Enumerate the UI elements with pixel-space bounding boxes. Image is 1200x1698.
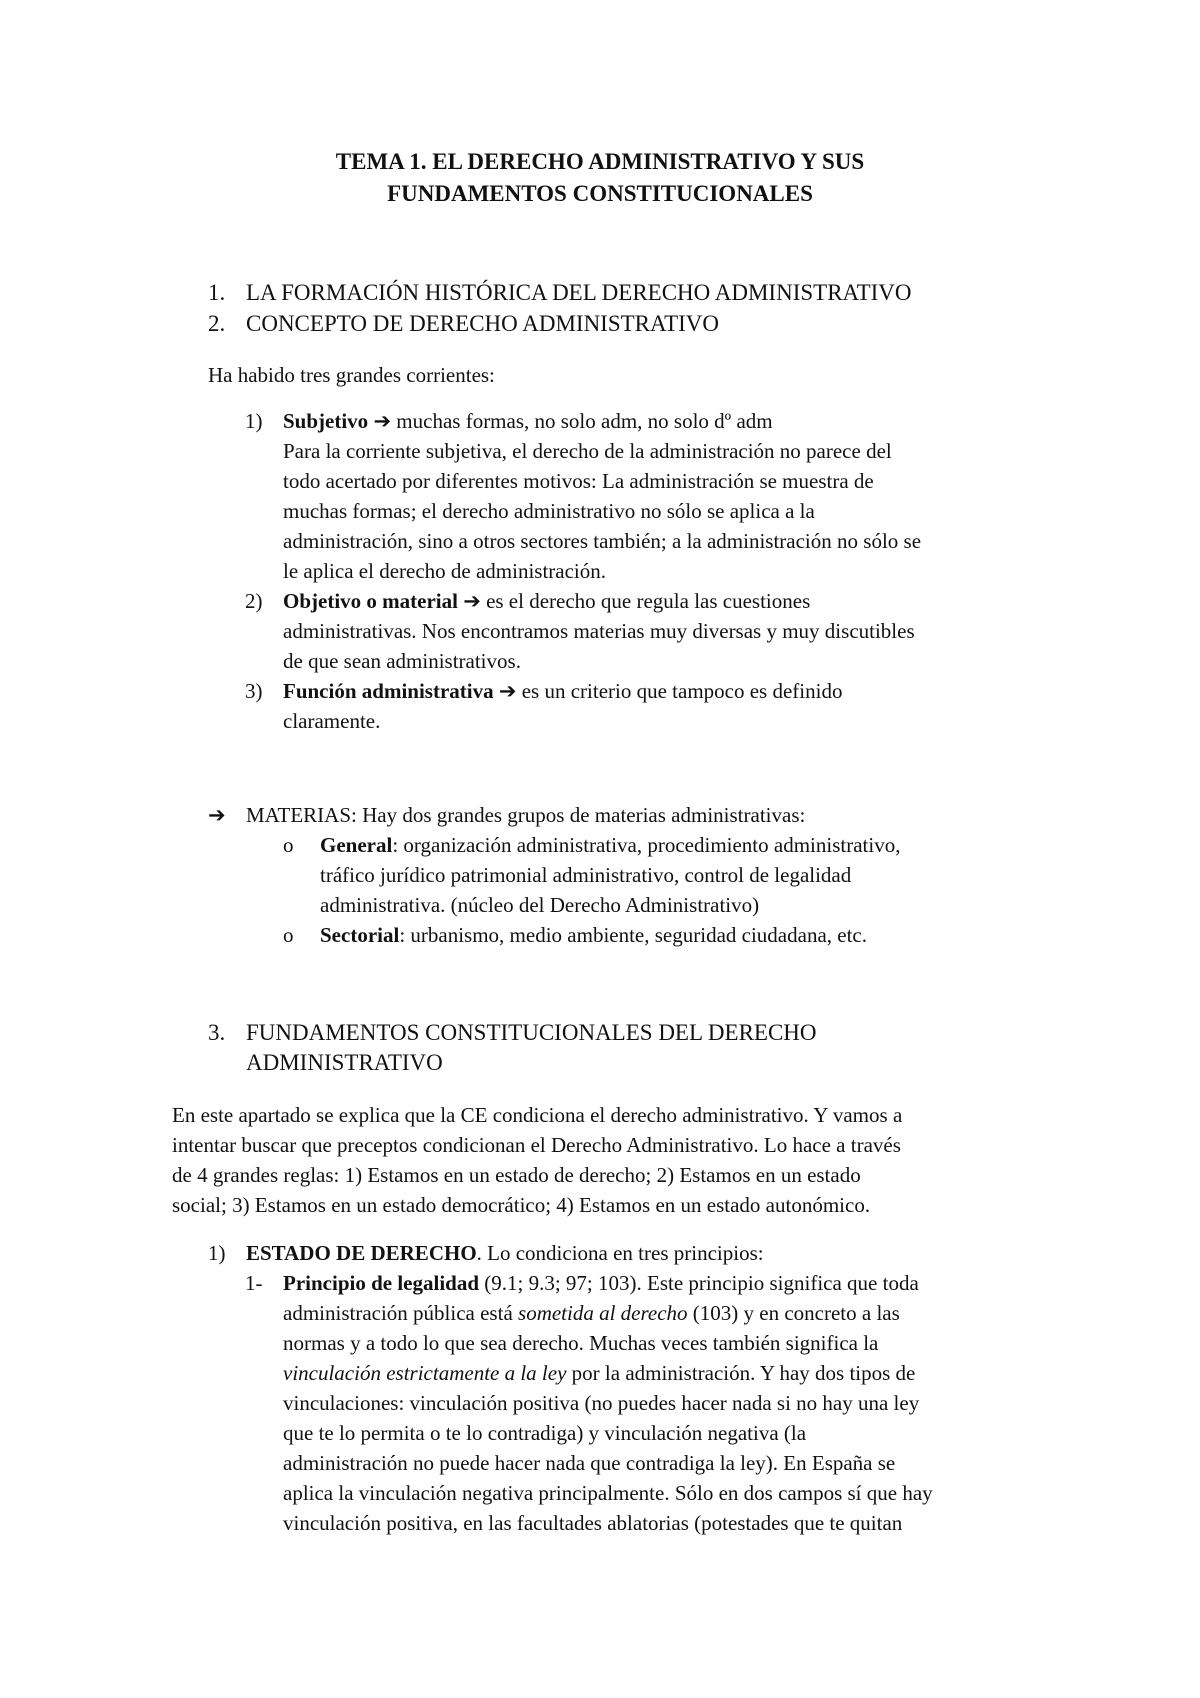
item-line: de que sean administrativos. <box>283 649 521 673</box>
materia-sectorial <box>320 920 1020 950</box>
section-1-number: 1. <box>208 280 226 305</box>
item-line: aplica la vinculación negativa principalmente. Sólo en dos campos sí que hay <box>283 1481 933 1505</box>
item-text: por la administración. Y hay dos tipos de <box>566 1361 916 1385</box>
list-number: 1) <box>208 1241 226 1265</box>
item-text: (103) y en concreto a las <box>687 1301 900 1325</box>
item-line: administrativa. (núcleo del Derecho Administrativo) <box>320 893 760 917</box>
title-line-1: TEMA 1. EL DERECHO ADMINISTRATIVO Y SUS <box>335 149 865 174</box>
intro-text: Ha habido tres grandes corrientes: <box>208 363 495 387</box>
term: Sectorial <box>320 923 400 947</box>
bullet-icon: o <box>283 833 294 857</box>
section-3-paragraph <box>172 1100 1072 1220</box>
item-line: vinculaciones: vinculación positiva (no puedes hacer nada si no hay una ley <box>283 1391 920 1415</box>
paragraph-line: de 4 grandes reglas: 1) Estamos en un estado de derecho; 2) Estamos en un estado <box>172 1163 861 1187</box>
item-text: es un criterio que tampoco es definido <box>516 679 843 703</box>
section-1-heading: LA FORMACIÓN HISTÓRICA DEL DERECHO ADMINISTRATIVO <box>246 280 912 305</box>
item-line: muchas formas; el derecho administrativo no sólo se aplica a la <box>283 499 815 523</box>
list-item-subjetivo <box>283 406 1043 586</box>
list-number: 1- <box>245 1271 263 1295</box>
item-line: todo acertado por diferentes motivos: La administración se muestra de <box>283 469 874 493</box>
item-line: que te lo permita o te lo contradiga) y vinculación negativa (la <box>283 1421 807 1445</box>
term: General <box>320 833 393 857</box>
section-3-number: 3. <box>208 1020 226 1045</box>
item-text: es el derecho que regula las cuestiones <box>480 589 811 613</box>
paragraph-line: En este apartado se explica que la CE condiciona el derecho administrativo. Y vamos a <box>172 1103 903 1127</box>
arrow-icon: ➔ <box>373 409 392 433</box>
term: Principio de legalidad <box>283 1271 480 1295</box>
estado-de-derecho <box>246 1238 1146 1268</box>
section-2-number: 2. <box>208 311 226 336</box>
principio-de-legalidad <box>283 1268 1043 1538</box>
term: Objetivo o material <box>283 589 458 613</box>
list-item-objetivo <box>283 586 1043 676</box>
arrow-icon: ➔ <box>208 803 226 827</box>
item-text: muchas formas, no solo adm, no solo dº adm <box>391 409 773 433</box>
list-number: 1) <box>245 409 263 433</box>
item-line: vinculación positiva, en las facultades ablatorias (potestades que te quitan <box>283 1511 903 1535</box>
materias-text: MATERIAS: Hay dos grandes grupos de materias administrativas: <box>246 803 806 827</box>
item-line: normas y a todo lo que sea derecho. Muchas veces también significa la <box>283 1331 879 1355</box>
item-text: : organización administrativa, procedimiento administrativo, <box>392 833 901 857</box>
paragraph-line: social; 3) Estamos en un estado democrático; 4) Estamos en un estado autonómico. <box>172 1193 871 1217</box>
list-item-funcion <box>283 676 1043 736</box>
heading-line: ADMINISTRATIVO <box>246 1050 443 1075</box>
section-3-heading <box>246 1018 1146 1078</box>
item-line: claramente. <box>283 709 381 733</box>
item-line: administración no puede hacer nada que contradiga la ley). En España se <box>283 1451 896 1475</box>
list-number: 2) <box>245 589 263 613</box>
arrow-icon: ➔ <box>498 679 517 703</box>
paragraph-line: intentar buscar que preceptos condicionan el Derecho Administrativo. Lo hace a través <box>172 1133 901 1157</box>
item-text: administración pública está <box>283 1301 519 1325</box>
item-line: tráfico jurídico patrimonial administrativo, control de legalidad <box>320 863 852 887</box>
item-line: administración, sino a otros sectores también; a la administración no sólo se <box>283 529 922 553</box>
term: ESTADO DE DERECHO <box>246 1241 477 1265</box>
list-number: 3) <box>245 679 263 703</box>
emphasis: sometida al derecho <box>518 1301 688 1325</box>
item-text: (9.1; 9.3; 97; 103). Este principio significa que toda <box>479 1271 919 1295</box>
item-text: . Lo condiciona en tres principios: <box>476 1241 764 1265</box>
term: Subjetivo <box>283 409 369 433</box>
item-line: Para la corriente subjetiva, el derecho de la administración no parece del <box>283 439 892 463</box>
arrow-icon: ➔ <box>463 589 481 613</box>
emphasis: vinculación estrictamente a la ley <box>283 1361 567 1385</box>
item-line: le aplica el derecho de administración. <box>283 559 607 583</box>
bullet-icon: o <box>283 923 294 947</box>
item-line: administrativas. Nos encontramos materias muy diversas y muy discutibles <box>283 619 915 643</box>
document-title <box>0 146 1200 210</box>
title-line-2: FUNDAMENTOS CONSTITUCIONALES <box>387 181 813 206</box>
term: Función administrativa <box>283 679 494 703</box>
section-2-heading: CONCEPTO DE DERECHO ADMINISTRATIVO <box>246 311 720 336</box>
heading-line: FUNDAMENTOS CONSTITUCIONALES DEL DERECHO <box>246 1020 817 1045</box>
materia-general <box>320 830 1020 920</box>
item-text: : urbanismo, medio ambiente, seguridad ciudadana, etc. <box>399 923 867 947</box>
